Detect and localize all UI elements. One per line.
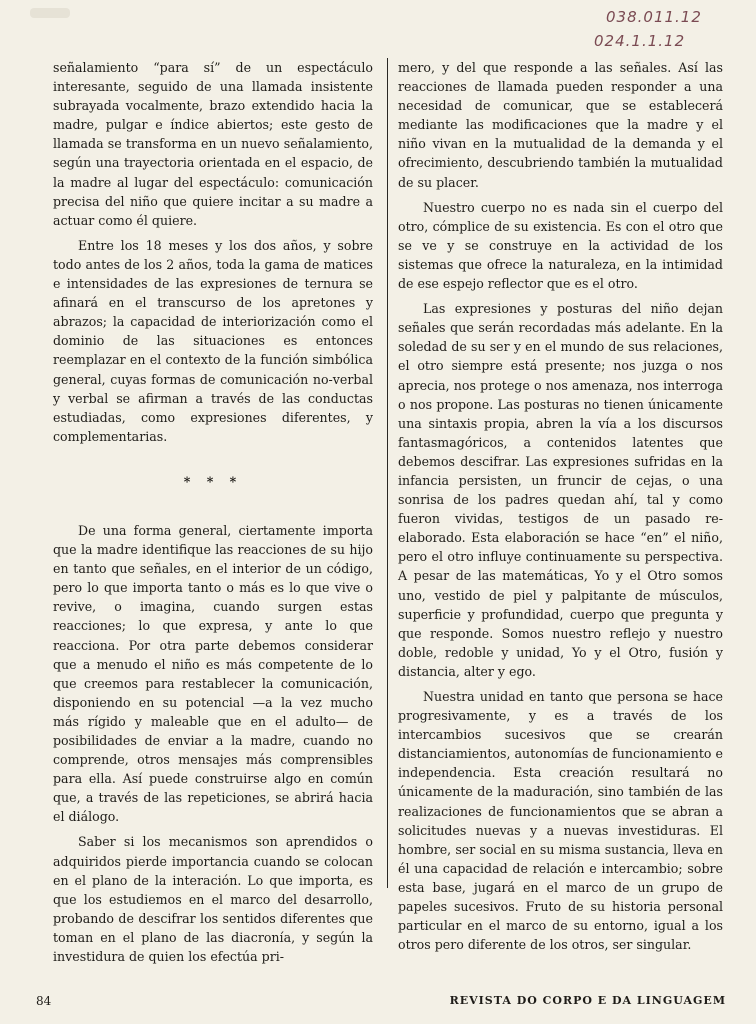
left-column: [53, 58, 373, 972]
archive-code-secondary: 024.1.1.12: [594, 32, 686, 50]
right-paragraph-2: Nuestro cuerpo no es nada sin el cuerpo del otro, cómplice de su existencia. Es con el otro que se ve y se construye en la actividad de los sistemas que ofrece la naturaleza, en la intimidad de ese espejo reflector que es el otro.: [398, 199, 723, 292]
left-paragraph-1: señalamiento “para sí” de un espectáculo interesante, seguido de una llamada insistente subrayada vocalmente, brazo extendido hacia la madre, pulgar e índice abiertos; este gesto de llamada se transforma en un nuevo señalamiento, según una trayectoria orientada en el espacio, de la madre al lugar del espectáculo: comunicación precisa del niño que quiere incitar a su madre a actuar como él quiere.: [53, 60, 373, 228]
column-divider: [387, 58, 388, 888]
archive-code-primary: 038.011.12: [606, 8, 702, 26]
section-separator: * * *: [183, 473, 243, 489]
page-number: 84: [36, 994, 52, 1008]
left-paragraph-3: De una forma general, ciertamente importa que la madre identifique las reacciones de su hijo en tanto que señales, en el interior de un código, pero lo que importa tanto o más es lo que vive o revive, o imagina, cuando surgen estas reacciones; lo que expresa, y ante lo que reacciona. Por otra parte debemos considerar que a menudo el niño es más competente de lo que creemos para restablecer la comunicación, disponiendo en su potencial —a la vez mucho más rígido y maleable que en el adulto— de posibilidades de enviar a la madre, cuando no comprende, otros mensajes más comprensibles para ella. Así puede construirse algo en común que, a través de las repeticiones, se abrirá hacia el diálogo.: [53, 522, 373, 825]
right-paragraph-1: mero, y del que responde a las señales. Así las reacciones de llamada pueden responder a una necesidad de comunicar, que se establecerá mediante las modificaciones que la madre y el niño vivan en la mutualidad de la demanda y el ofrecimiento, descubriendo también la mutualidad de su placer.: [398, 60, 723, 190]
right-paragraph-3: Las expresiones y posturas del niño dejan señales que serán recordadas más adelante. En la soledad de su ser y en el mundo de sus relaciones, el otro siempre está presente; nos juzga o nos aprecia, nos protege o nos amenaza, nos interroga o nos propone. Las posturas no tienen únicamente una sintaxis propia, abren la vía a los discursos fantasmagóricos, a contenidos latentes que debemos descifrar. Las expresiones sufridas en la infancia persisten, un fruncir de cejas, o una sonrisa de los padres quedan ahí, tal y como fueron vividas, testigos de un pasado re-elaborado. Esta elaboración se hace “en” el niño, pero el otro influye continuamente su perspectiva. A pesar de las matemáticas, Yo y el Otro somos uno, vestido de piel y palpitante de músculos, superficie y profundidad, cuerpo que pregunta y que responde. Somos nuestro reflejo y nuestro doble, redoble y unidad, Yo y el Otro, fusión y distancia, alter y ego.: [398, 301, 723, 679]
right-column: [398, 58, 723, 960]
left-paragraph-2: Entre los 18 meses y los dos años, y sobre todo antes de los 2 años, toda la gama de matices e intensidades de las expresiones de ternura se afinará en el transcurso de los apretones y abrazos; la capacidad de interiorización como el dominio de las situaciones es entonces reemplazar en el contexto de la función simbólica general, cuyas formas de comunicación no-verbal y verbal se afirman a través de las conductas estudiadas, como expresiones diferentes, y complementarias.: [53, 237, 373, 444]
left-paragraph-4: Saber si los mecanismos son aprendidos o adquiridos pierde importancia cuando se colocan en el plano de la interación. Lo que importa, es que los estudiemos en el marco del desarrollo, probando de descifrar los sentidos diferentes que toman en el plano de las diacronía, y según la investidura de quien los efectúa pri-: [53, 834, 373, 965]
journal-title: REVISTA DO CORPO E DA LINGUAGEM: [449, 994, 726, 1007]
right-paragraph-4: Nuestra unidad en tanto que persona se hace progresivamente, y es a través de los intercambios sucesivos que se crearán distanciamientos, autonomías de funcionamiento e independencia. Esta creación resultará no únicamente de la maduración, sino también de las realizaciones de funcionamientos que se abran a solicitudes nuevas y a nuevas investiduras. El hombre, ser social en su misma sustancia, lleva en él una capacidad de relación e intercambio; sobre esta base, jugará en el marco de un grupo de papeles sucesivos. Fruto de su historia personal particular en el marco de su entorno, igual a los otros pero diferente de los otros, ser singular.: [398, 689, 723, 953]
page-smudge: [30, 8, 70, 18]
